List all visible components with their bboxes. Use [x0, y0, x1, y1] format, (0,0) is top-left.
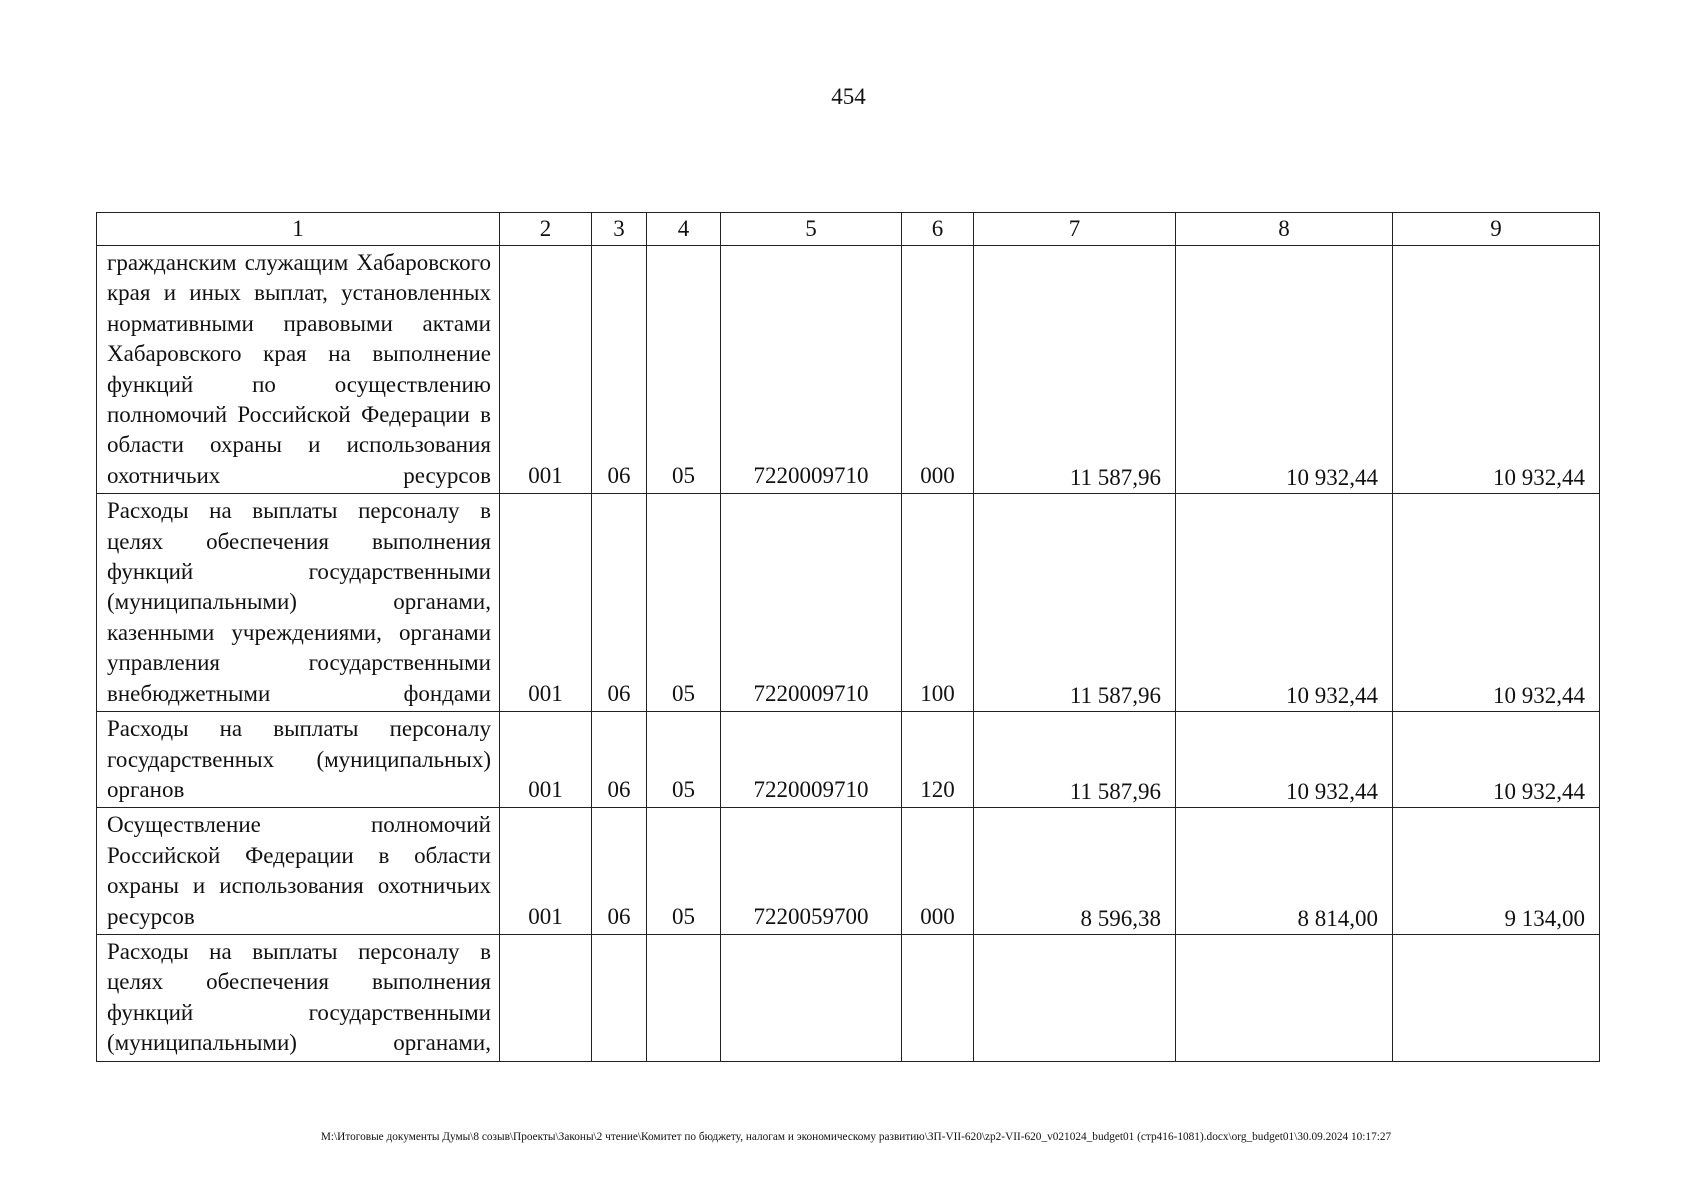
header-cell: 4: [647, 213, 721, 246]
header-cell: 2: [500, 213, 592, 246]
cell-target-article: 7220059700: [721, 808, 902, 935]
cell-amount-col8: 10 932,44: [1176, 494, 1393, 712]
cell-target-article: 7220009710: [721, 246, 902, 494]
cell-expense-type: 000: [902, 246, 974, 494]
row-description: Расходы на выплаты персоналу в целях обеспечения выполнения функций государственными (муниципальными) органами,: [97, 934, 500, 1061]
cell-subsection: 05: [647, 494, 721, 712]
table-row: [97, 712, 1600, 808]
table-row: [97, 808, 1600, 935]
cell-expense-type: 000: [902, 808, 974, 935]
page-number: 454: [831, 84, 866, 109]
cell-amount-col8: 8 814,00: [1176, 808, 1393, 935]
cell-subsection: 05: [647, 712, 721, 808]
footer-file-path: M:\Итоговые документы Думы\8 созыв\Проекты\Законы\2 чтение\Комитет по бюджету, налогам и экономическому развитию\ЗП-VII-620\zp2-VII-620_v021024_budget01 (стр416-1081).docx\org_budget01\30.09.2024 10:17:27: [320, 1131, 1392, 1143]
cell-admin-code: 001: [500, 494, 592, 712]
cell-section: [592, 934, 647, 1061]
table-header-row: [97, 213, 1600, 246]
header-cell: 1: [97, 213, 500, 246]
cell-amount-col9: 10 932,44: [1393, 246, 1600, 494]
cell-admin-code: 001: [500, 808, 592, 935]
cell-admin-code: 001: [500, 712, 592, 808]
header-cell: 8: [1176, 213, 1393, 246]
table-row: [97, 934, 1600, 1061]
cell-target-article: 7220009710: [721, 494, 902, 712]
row-description: гражданским служащим Хабаровского края и иных выплат, установленных нормативными правовыми актами Хабаровского края на выполнение функций по осуществлению полномочий Российской Федерации в области охраны и использования охотничьих ресурсов: [97, 246, 500, 494]
cell-expense-type: [902, 934, 974, 1061]
cell-target-article: 7220009710: [721, 712, 902, 808]
row-description: Осуществление полномочий Российской Федерации в области охраны и использования охотничьих ресурсов: [97, 808, 500, 935]
cell-amount-col7: 8 596,38: [974, 808, 1176, 935]
cell-amount-col7: 11 587,96: [974, 494, 1176, 712]
row-description: Расходы на выплаты персоналу в целях обеспечения выполнения функций государственными (муниципальными) органами, казенными учреждениями, органами управления государственными внебюджетными фондами: [97, 494, 500, 712]
cell-admin-code: [500, 934, 592, 1061]
header-cell: 9: [1393, 213, 1600, 246]
cell-subsection: 05: [647, 808, 721, 935]
cell-amount-col8: 10 932,44: [1176, 712, 1393, 808]
header-cell: 6: [902, 213, 974, 246]
cell-amount-col7: [974, 934, 1176, 1061]
cell-section: 06: [592, 712, 647, 808]
table-row: [97, 494, 1600, 712]
cell-subsection: [647, 934, 721, 1061]
cell-amount-col9: 10 932,44: [1393, 712, 1600, 808]
cell-section: 06: [592, 246, 647, 494]
cell-expense-type: 100: [902, 494, 974, 712]
cell-subsection: 05: [647, 246, 721, 494]
table-row: [97, 246, 1600, 494]
cell-section: 06: [592, 808, 647, 935]
cell-amount-col8: 10 932,44: [1176, 246, 1393, 494]
cell-expense-type: 120: [902, 712, 974, 808]
cell-amount-col7: 11 587,96: [974, 712, 1176, 808]
header-cell: 7: [974, 213, 1176, 246]
cell-amount-col9: [1393, 934, 1600, 1061]
row-description: Расходы на выплаты персоналу государственных (муниципальных) органов: [97, 712, 500, 808]
header-cell: 3: [592, 213, 647, 246]
cell-amount-col9: 9 134,00: [1393, 808, 1600, 935]
cell-admin-code: 001: [500, 246, 592, 494]
cell-section: 06: [592, 494, 647, 712]
cell-target-article: [721, 934, 902, 1061]
cell-amount-col7: 11 587,96: [974, 246, 1176, 494]
header-cell: 5: [721, 213, 902, 246]
cell-amount-col9: 10 932,44: [1393, 494, 1600, 712]
cell-amount-col8: [1176, 934, 1393, 1061]
budget-table: [96, 212, 1600, 1062]
